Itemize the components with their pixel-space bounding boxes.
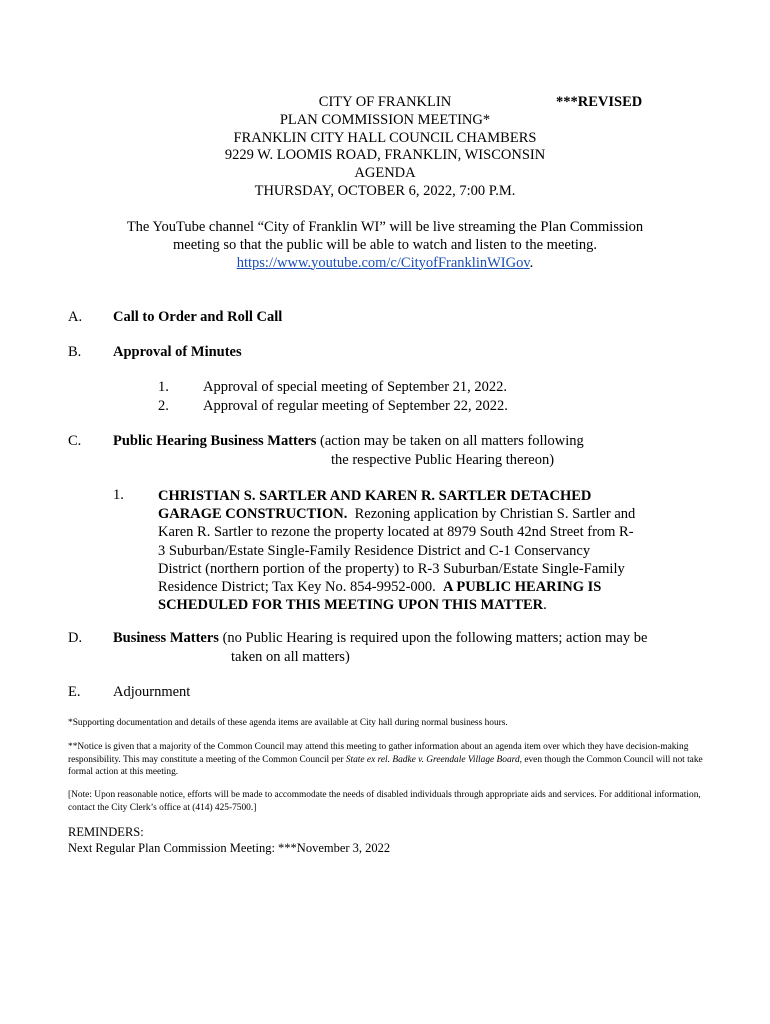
section-a-letter: A. [68,309,83,325]
section-c-title: Public Hearing Business Matters [113,433,317,449]
hearing-item-line-3: Karen R. Sartler to rezone the property located at 8979 South 42nd Street from R- [158,524,634,541]
meeting-name: PLAN COMMISSION MEETING* [279,111,491,128]
footnote-council-text-2: , even though the Common Council will not take formal action at this meeting. [68,754,703,777]
agenda-title: AGENDA [354,165,416,182]
footnote-accessibility: [Note: Upon reasonable notice, efforts will be made to accommodate the needs of disabled individuals through appropriate aids and services. For additional information, contact the City Clerk’s office at (414) 425-7500.] [68,790,701,813]
hearing-item-line-6 [158,578,601,596]
footnote-supporting-docs: *Supporting documentation and details of these agenda items are available at City hall during normal business hours. [68,718,508,728]
minutes-item-number: 1. [158,379,169,395]
section-d-note-cont: taken on all matters) [231,648,350,665]
section-b-title: Approval of Minutes [113,344,242,360]
section-c-letter: C. [68,433,82,449]
hearing-notice-period: . [543,597,547,614]
revised-marker: ***REVISED [556,94,643,110]
hearing-item-line-4: 3 Suburban/Estate Single-Family Residence District and C-1 Conservancy [158,542,591,559]
section-d-heading [113,630,647,647]
section-a-title: Call to Order and Roll Call [113,309,283,325]
hearing-item-taxkey: Residence District; Tax Key No. 854-9952-000. [158,579,444,595]
hearing-item-line-5: District (northern portion of the property) to R-3 Suburban/Estate Single-Family [158,560,625,577]
meeting-location: FRANKLIN CITY HALL COUNCIL CHAMBERS [233,129,537,146]
footnote-case-name: State ex rel. Badke v. Greendale Village Board [345,754,520,765]
section-e-letter: E. [68,684,81,700]
hearing-item-desc-start: Rezoning application by Christian S. Sartler and [347,506,636,523]
stream-link-period: . [529,254,534,271]
section-d-letter: D. [68,630,83,646]
section-d-note: (no Public Hearing is required upon the following matters; action may be [218,630,648,646]
footnote-council-text-1: **Notice is given that a majority of the Common Council may attend this meeting to gather information about an agenda item over which they have decision-making responsibility. This may constitute a meeting of the Common Council per [68,742,689,765]
reminders-heading: REMINDERS: [68,825,144,839]
footnote-council-notice [68,741,708,779]
hearing-notice-start: A PUBLIC HEARING IS [443,579,602,595]
youtube-link[interactable]: https://www.youtube.com/c/CityofFranklinWIGov [236,254,530,271]
section-c-note-cont: the respective Public Hearing thereon) [331,451,555,468]
meeting-address: 9229 W. LOOMIS ROAD, FRANKLIN, WISCONSIN [224,147,546,164]
hearing-item-line-7 [158,596,547,614]
stream-line-1: The YouTube channel “City of Franklin WI” will be live streaming the Plan Commission [126,219,644,235]
minutes-item-text: Approval of regular meeting of September 22, 2022. [203,397,508,414]
hearing-item-line-2 [158,505,635,523]
stream-link-line [0,255,770,273]
minutes-item-text: Approval of special meeting of September 21, 2022. [203,379,508,395]
hearing-item-number: 1. [113,487,124,503]
hearing-item-title-2: GARAGE CONSTRUCTION. [158,506,348,523]
section-e-title: Adjournment [113,684,191,700]
section-c-note: (action may be taken on all matters following [316,433,584,449]
stream-line-2: meeting so that the public will be able to watch and listen to the meeting. [172,236,598,253]
city-name: CITY OF FRANKLIN [318,94,452,110]
section-d-title: Business Matters [113,630,219,646]
section-c-heading [113,433,584,450]
section-b-letter: B. [68,344,82,360]
hearing-item-title-1: CHRISTIAN S. SARTLER AND KAREN R. SARTLER DETACHED [158,488,592,504]
reminders-next-meeting: Next Regular Plan Commission Meeting: ***November 3, 2022 [68,841,391,855]
meeting-date: THURSDAY, OCTOBER 6, 2022, 7:00 P.M. [254,183,516,199]
minutes-item-number: 2. [158,397,169,414]
hearing-notice-end: SCHEDULED FOR THIS MEETING UPON THIS MATTER [158,597,544,614]
